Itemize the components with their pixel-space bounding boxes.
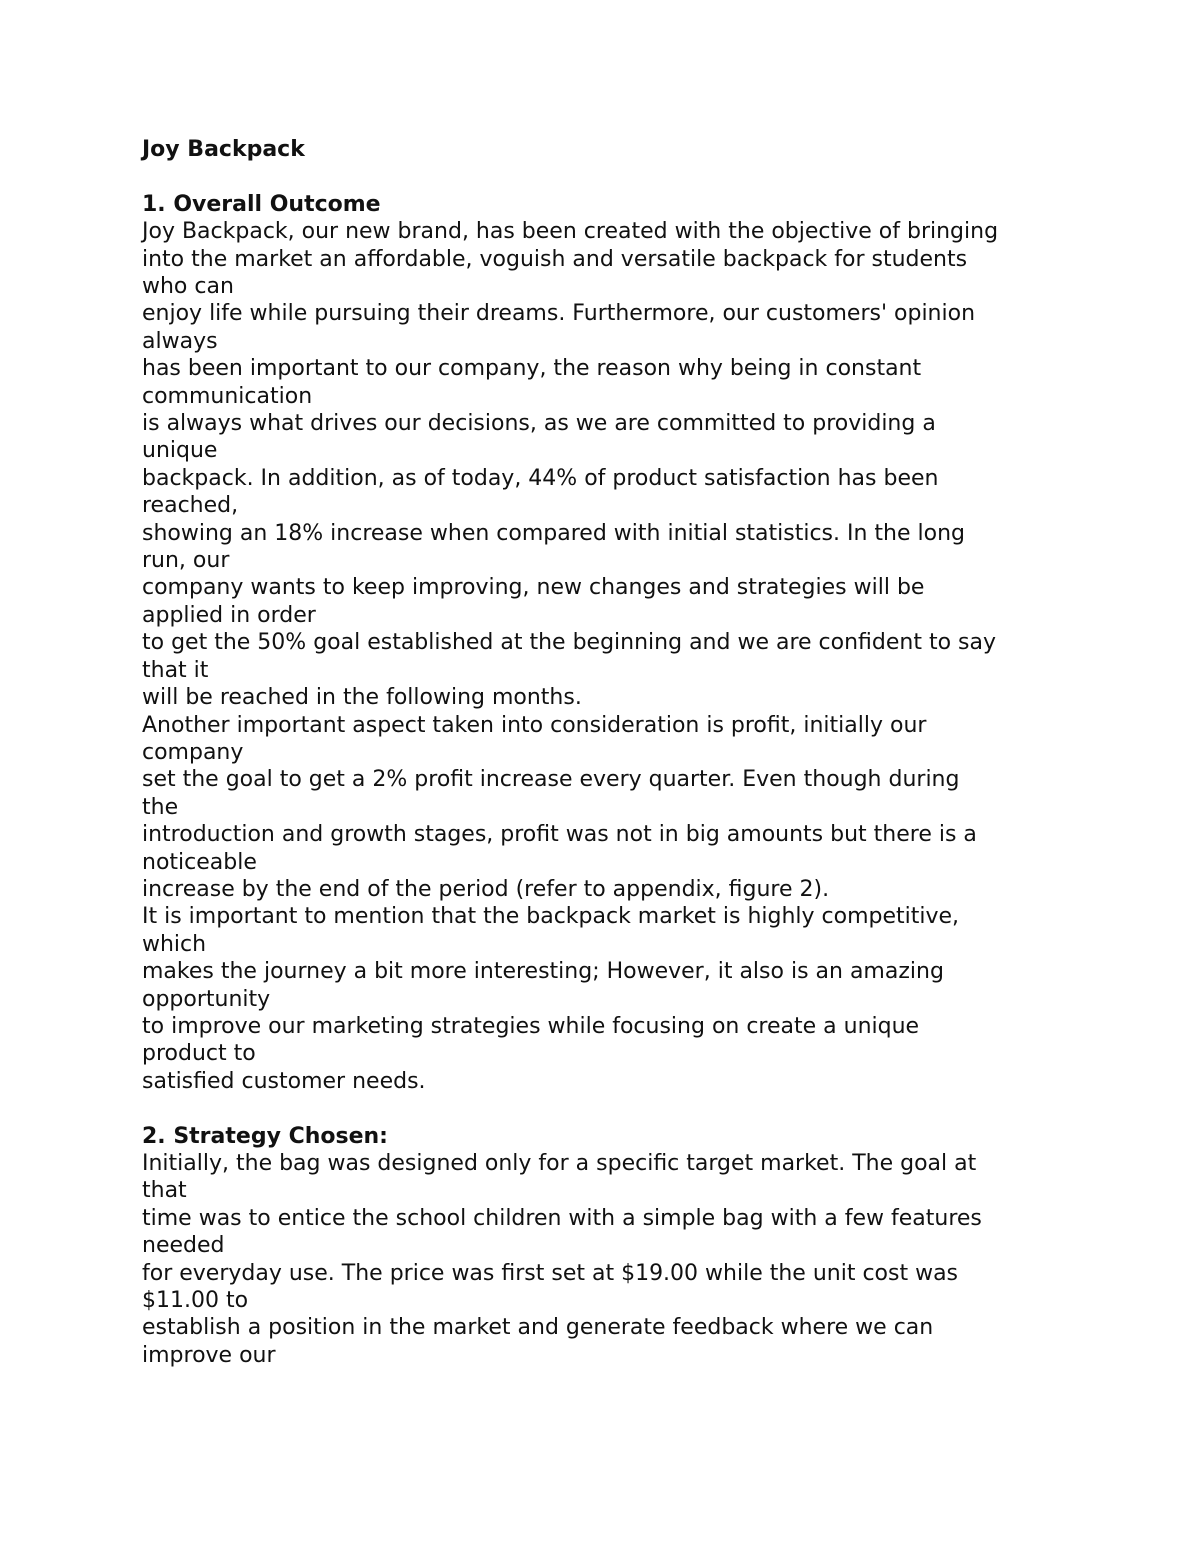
body-line: which [142,931,207,957]
body-line: makes the journey a bit more interesting; However, it also is an amazing [142,959,944,985]
body-line: Another important aspect taken into consideration is profit, initially our [142,712,927,738]
body-line: It is important to mention that the backpack market is highly competitive, [142,904,960,930]
body-line: opportunity [142,986,271,1012]
body-line: has been important to our company, the reason why being in constant [142,356,922,382]
document-title: Joy Backpack [142,137,305,162]
section-body-overall-outcome [142,218,1072,1095]
body-line: into the market an affordable, voguish and versatile backpack for students [142,246,968,272]
section-body-strategy-chosen [142,1150,1072,1369]
body-line: to improve our marketing strategies while focusing on create a unique [142,1013,920,1039]
section-heading-overall-outcome: 1. Overall Outcome [142,191,381,217]
body-line: $11.00 to [142,1288,249,1314]
body-line: set the goal to get a 2% profit increase every quarter. Even though during [142,767,960,793]
body-line: who can [142,274,234,300]
spacer [142,1095,1072,1122]
body-line: is always what drives our decisions, as we are committed to providing a [142,411,936,437]
body-line: enjoy life while pursuing their dreams. Furthermore, our customers' opinion [142,301,976,327]
body-line: unique [142,438,218,464]
body-line: increase by the end of the period (refer to appendix, figure 2). [142,876,830,902]
section-heading-strategy-chosen: 2. Strategy Chosen: [142,1123,388,1149]
body-line: reached, [142,493,239,519]
document-page [142,136,1072,1369]
body-line: introduction and growth stages, profit was not in big amounts but there is a [142,822,977,848]
body-line: Initially, the bag was designed only for a specific target market. The goal at [142,1151,977,1176]
body-line: that [142,1178,187,1204]
body-line: to get the 50% goal established at the beginning and we are confident to say [142,630,997,656]
body-line: always [142,328,218,354]
body-line: will be reached in the following months. [142,685,582,711]
body-line: that it [142,657,209,683]
body-line: satisfied customer needs. [142,1068,426,1094]
body-line: Joy Backpack, our new brand, has been created with the objective of bringing [142,219,999,245]
body-line: applied in order [142,602,316,628]
body-line: company [142,739,244,765]
body-line: company wants to keep improving, new changes and strategies will be [142,575,925,601]
body-line: run, our [142,548,230,574]
body-line: noticeable [142,849,257,875]
body-line: establish a position in the market and generate feedback where we can [142,1315,934,1341]
body-line: for everyday use. The price was first set at $19.00 while the unit cost was [142,1260,959,1286]
body-line: the [142,794,179,820]
body-line: product to [142,1041,256,1067]
body-line: time was to entice the school children with a simple bag with a few features [142,1205,982,1231]
body-line: improve our [142,1342,276,1368]
body-line: showing an 18% increase when compared with initial statistics. In the long [142,520,966,546]
body-line: needed [142,1233,225,1259]
spacer [142,163,1072,190]
body-line: backpack. In addition, as of today, 44% of product satisfaction has been [142,465,939,491]
body-line: communication [142,383,313,409]
